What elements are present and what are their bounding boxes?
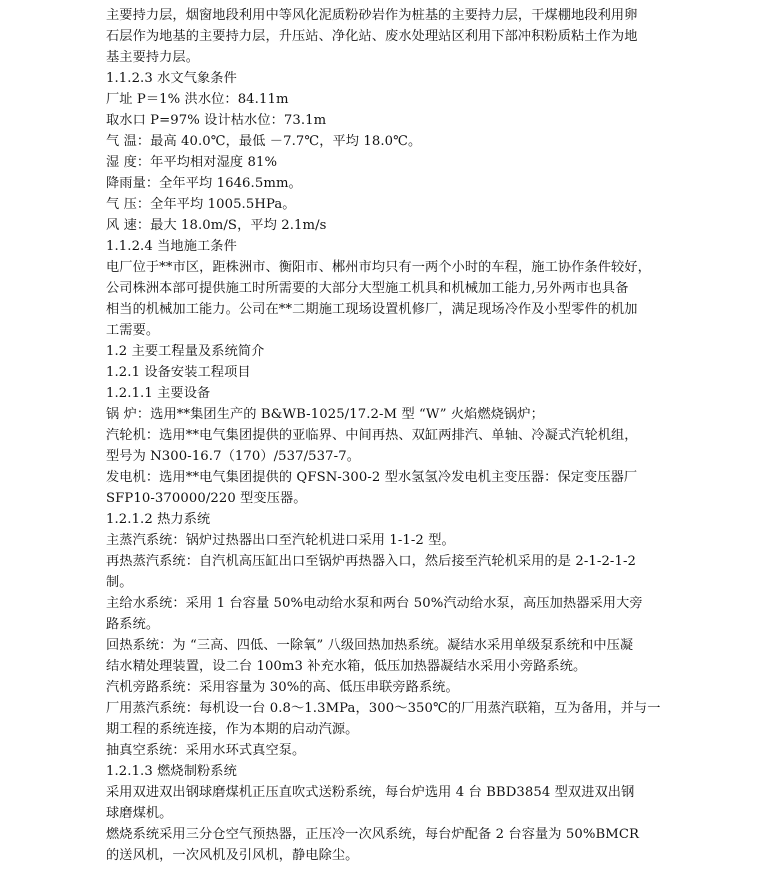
body-text-line: 主给水系统：采用 1 台容量 50%电动给水泵和两台 50%汽动给水泵，高压加热器采用大旁 <box>106 596 643 611</box>
body-text-line: 主要持力层，烟窗地段利用中等风化泥质粉砂岩作为桩基的主要持力层，干煤棚地段利用卵 <box>106 8 638 23</box>
body-text-line: 石层作为地基的主要持力层，升压站、净化站、废水处理站区利用下部冲积粉质粘土作为地 <box>106 29 638 44</box>
section-heading: 1.2 主要工程量及系统简介 <box>106 344 265 359</box>
body-text-line: 公司株洲本部可提供施工时所需要的大部分大型施工机具和机械加工能力,另外两市也具备 <box>106 281 629 296</box>
body-text-line: 期工程的系统连接，作为本期的启动汽源。 <box>106 722 359 737</box>
body-text-line: 基主要持力层。 <box>106 50 200 65</box>
body-text-line: 抽真空系统：采用水环式真空泵。 <box>106 743 306 758</box>
body-text-line: 路系统。 <box>106 617 160 632</box>
body-text-line: 结水精处理装置，设二台 100m3 补充水箱，低压加热器凝结水采用小旁路系统。 <box>106 659 587 674</box>
body-text-line: 再热蒸汽系统：自汽机高压缸出口至锅炉再热器入口，然后接至汽轮机采用的是 2-1-2-1-2 <box>106 554 637 569</box>
body-text-line: 球磨煤机。 <box>106 806 173 821</box>
body-text-line: 工需要。 <box>106 323 160 338</box>
body-text-line: 厂址 P＝1% 洪水位：84.11m <box>106 92 289 107</box>
section-heading: 1.2.1 设备安装工程项目 <box>106 365 251 380</box>
section-heading: 1.2.1.2 热力系统 <box>106 512 211 527</box>
body-text-line: 燃烧系统采用三分仓空气预热器，正压冷一次风系统，每台炉配备 2 台容量为 50%BMCR <box>106 827 640 842</box>
body-text-line: 主蒸汽系统：锅炉过热器出口至汽轮机进口采用 1-1-2 型。 <box>106 533 455 548</box>
body-text-line: 相当的机械加工能力。公司在**二期施工现场设置机修厂，满足现场冷作及小型零件的机加 <box>106 302 638 317</box>
body-text-line: 气 温：最高 40.0℃，最低 －7.7℃，平均 18.0℃。 <box>106 134 422 149</box>
section-heading: 1.1.2.3 水文气象条件 <box>106 71 237 86</box>
body-text-line: 锅 炉：选用**集团生产的 B&WB-1025/17.2-M 型 “W” 火焰燃烧锅炉； <box>106 407 544 422</box>
section-heading: 1.2.1.1 主要设备 <box>106 386 211 401</box>
body-text-line: 发电机：选用**电气集团提供的 QFSN-300-2 型水氢氢冷发电机主变压器：保定变压器厂 <box>106 470 638 485</box>
body-text-line: 电厂位于**市区，距株洲市、衡阳市、郴州市均只有一两个小时的车程，施工协作条件较好， <box>106 260 651 275</box>
body-text-line: 的送风机，一次风机及引风机，静电除尘。 <box>106 848 359 863</box>
body-text-line: 风 速：最大 18.0m/S，平均 2.1m/s <box>106 218 327 233</box>
section-heading: 1.2.1.3 燃烧制粉系统 <box>106 764 237 779</box>
body-text-line: 湿 度：年平均相对湿度 81% <box>106 155 278 170</box>
body-text-line: 回热系统：为 “三高、四低、一除氧” 八级回热加热系统。凝结水采用单级泵系统和中压凝 <box>106 638 634 653</box>
body-text-line: 取水口 P=97% 设计枯水位：73.1m <box>106 113 327 128</box>
body-text-line: 厂用蒸汽系统：每机设一台 0.8～1.3MPa，300～350℃的厂用蒸汽联箱，互为备用，并与一 <box>106 701 661 716</box>
section-heading: 1.1.2.4 当地施工条件 <box>106 239 237 254</box>
body-text-line: 采用双进双出钢球磨煤机正压直吹式送粉系统，每台炉选用 4 台 BBD3854 型双进双出钢 <box>106 785 635 800</box>
body-text-line: 汽轮机：选用**电气集团提供的亚临界、中间再热、双缸两排汽、单轴、冷凝式汽轮机组， <box>106 428 638 443</box>
body-text-line: 汽机旁路系统：采用容量为 30%的高、低压串联旁路系统。 <box>106 680 459 695</box>
body-text-line: SFP10-370000/220 型变压器。 <box>106 491 307 506</box>
body-text-line: 降雨量：全年平均 1646.5mm。 <box>106 176 302 191</box>
body-text-line: 制。 <box>106 575 133 590</box>
body-text-line: 气 压：全年平均 1005.5HPa。 <box>106 197 296 212</box>
body-text-line: 型号为 N300-16.7（170）/537/537-7。 <box>106 449 360 464</box>
